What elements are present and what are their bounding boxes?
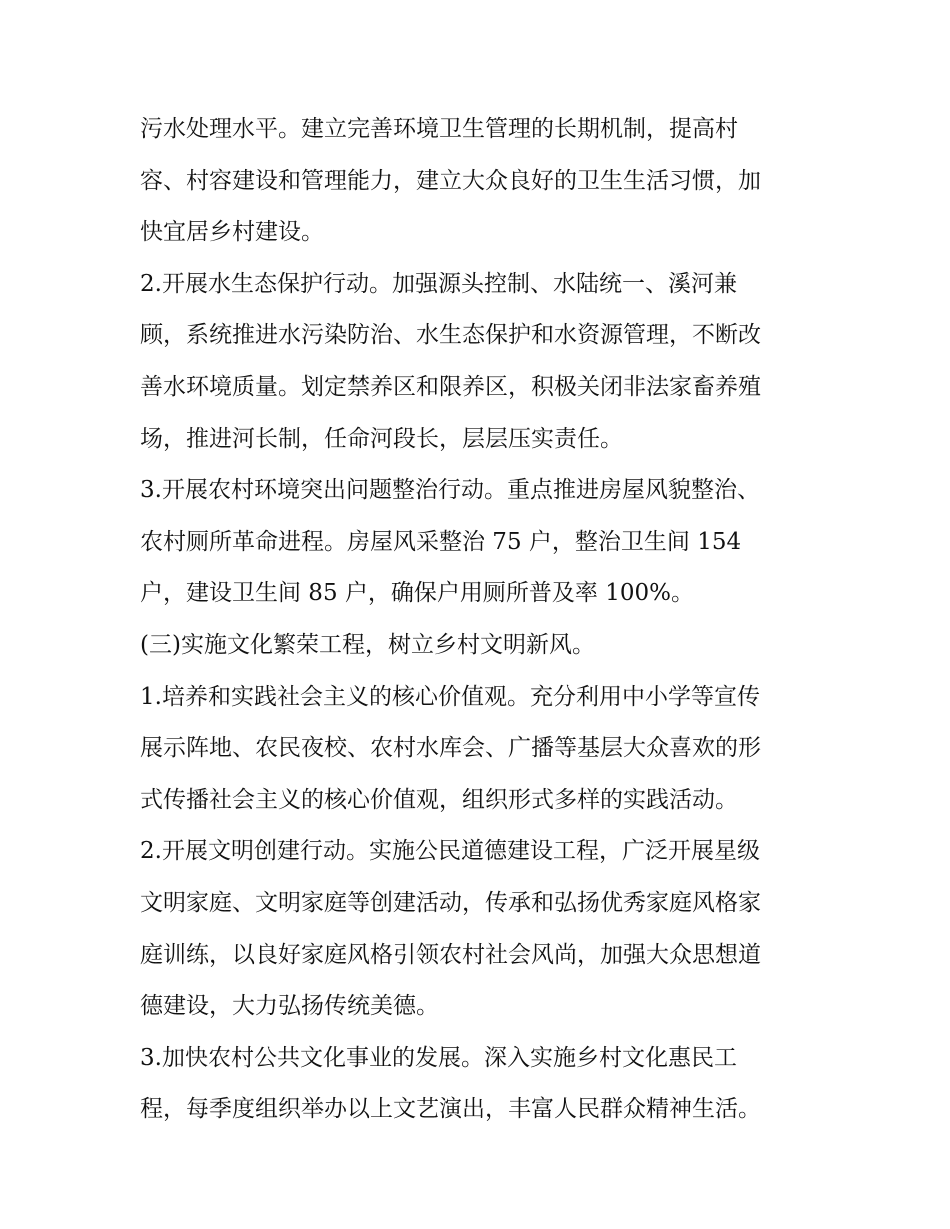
text-line: 程，每季度组织举办以上文艺演出，丰富人民群众精神生活。 — [140, 1096, 761, 1123]
text-line: 顾，系统推进水污染防治、水生态保护和水资源管理，不断改 — [140, 322, 761, 349]
text-line: 容、村容建设和管理能力，建立大众良好的卫生生活习惯，加 — [140, 167, 761, 194]
text-line: 农村厕所革命进程。房屋风采整治 75 户，整治卫生间 154 — [140, 528, 742, 555]
text-line: 场，推进河长制，任命河段长，层层压实责任。 — [140, 425, 623, 452]
text-line: 德建设，大力弘扬传统美德。 — [140, 993, 439, 1020]
text-line: 展示阵地、农民夜校、农村水库会、广播等基层大众喜欢的形 — [140, 735, 761, 762]
text-line: 3.开展农村环境突出问题整治行动。重点推进房屋风貌整治、 — [140, 477, 760, 504]
text-line: 户，建设卫生间 85 户，确保户用厕所普及率 100%。 — [140, 580, 694, 607]
text-line: 庭训练，以良好家庭风格引领农村社会风尚，加强大众思想道 — [140, 941, 761, 968]
text-line: 3.加快农村公共文化事业的发展。深入实施乡村文化惠民工 — [140, 1044, 737, 1071]
text-line: 2.开展文明创建行动。实施公民道德建设工程，广泛开展星级 — [140, 838, 760, 865]
text-line: 式传播社会主义的核心价值观，组织形式多样的实践活动。 — [140, 786, 738, 813]
document-body — [140, 104, 820, 1136]
text-line: 快宜居乡村建设。 — [140, 219, 324, 246]
text-line: 1.培养和实践社会主义的核心价值观。充分利用中小学等宣传 — [140, 683, 760, 710]
section-heading: (三)实施文化繁荣工程，树立乡村文明新风。 — [140, 631, 595, 658]
text-line: 2.开展水生态保护行动。加强源头控制、水陆统一、溪河兼 — [140, 270, 737, 297]
text-line: 污水处理水平。建立完善环境卫生管理的长期机制，提高村 — [140, 116, 738, 142]
text-line: 善水环境质量。划定禁养区和限养区，积极关闭非法家畜养殖 — [140, 373, 761, 400]
text-line: 文明家庭、文明家庭等创建活动，传承和弘扬优秀家庭风格家 — [140, 889, 761, 916]
